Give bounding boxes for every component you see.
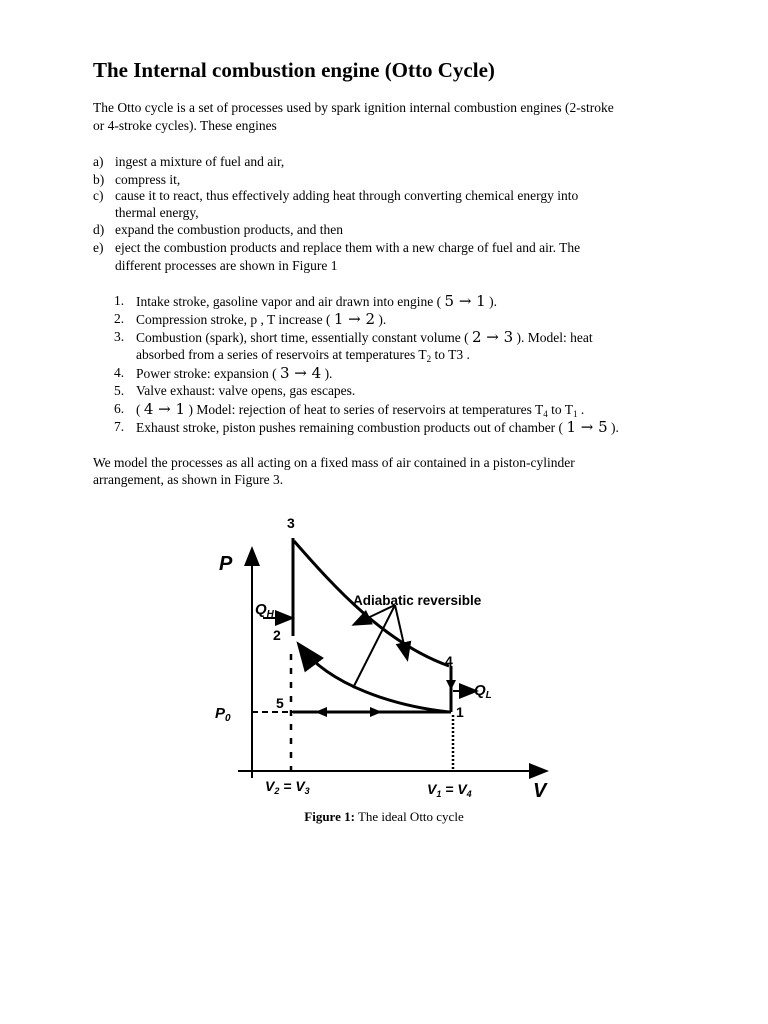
intro-line-1: The Otto cycle is a set of processes used by spark ignition internal combustion engines (2-stroke	[93, 100, 614, 115]
step-3-continued: absorbed from a series of reservoirs at temperatures $T_2$ to T3 .	[136, 347, 470, 364]
step-3: Combustion (spark), short time, essentially constant volume ( 2 → 3 ). Model: heat	[136, 328, 593, 346]
list-item-label: a)	[93, 154, 104, 169]
intro-line-2: or 4-stroke cycles). These engines	[93, 118, 277, 133]
model-paragraph-line-2: arrangement, as shown in Figure 3.	[93, 472, 284, 487]
arrow-down	[446, 680, 456, 690]
list-item-text: thermal energy,	[115, 205, 199, 220]
v-left-label: $V_2 = V_3$	[265, 778, 310, 796]
step-6: ( 4 → 1 ) Model: rejection of heat to series of reservoirs at temperatures $T_4$ to $T_1$ .	[136, 400, 585, 419]
list-item-text: different processes are shown in Figure 1	[115, 258, 338, 273]
axis-p-label: P	[219, 553, 233, 575]
list-item-text: cause it to react, thus effectively adding heat through converting chemical energy into	[115, 188, 579, 203]
list-item-text: eject the combustion products and replace them with a new charge of fuel and air. The	[115, 240, 581, 255]
otto-cycle-figure	[205, 508, 565, 805]
qh-label: $Q_H$	[255, 601, 274, 620]
list-item-label: e)	[93, 240, 104, 255]
list-item-label: c)	[93, 188, 104, 203]
annotation-label: Adiabatic reversible	[353, 593, 482, 608]
list-item-text: ingest a mixture of fuel and air,	[115, 154, 285, 169]
list-item-text: expand the combustion products, and then	[115, 222, 343, 237]
annotation-pointer	[395, 605, 407, 658]
step-number: 1.	[114, 293, 125, 308]
point-2-label: 2	[273, 627, 281, 643]
page-title: The Internal combustion engine (Otto Cycle)	[93, 58, 495, 82]
pv-diagram	[205, 508, 565, 805]
v-right-label: $V_1 = V_4$	[427, 781, 472, 799]
list-item-label: d)	[93, 222, 105, 237]
step-1: Intake stroke, gasoline vapor and air drawn into engine ( 5 → 1 ).	[136, 292, 497, 310]
point-1-label: 1	[456, 704, 464, 720]
step-number: 4.	[114, 365, 125, 380]
list-item-label: b)	[93, 172, 105, 187]
axis-v-label: V	[533, 780, 547, 802]
point-4-label: 4	[445, 653, 453, 669]
point-5-label: 5	[276, 695, 284, 711]
arrow-right	[315, 707, 327, 717]
step-number: 6.	[114, 401, 125, 416]
model-paragraph-line-1: We model the processes as all acting on a fixed mass of air contained in a piston-cylinder	[93, 455, 575, 470]
ql-label: $Q_L$	[474, 682, 492, 701]
step-5: Valve exhaust: valve opens, gas escapes.	[136, 383, 356, 398]
step-number: 5.	[114, 383, 125, 398]
step-number: 3.	[114, 329, 125, 344]
step-2: Compression stroke, p , T increase ( 1 → 2 ).	[136, 310, 387, 328]
step-4: Power stroke: expansion ( 3 → 4 ).	[136, 364, 333, 382]
annotation-pointer	[353, 605, 395, 688]
point-3-label: 3	[287, 515, 295, 531]
figure-caption: Figure 1: The ideal Otto cycle	[304, 809, 464, 824]
step-number: 2.	[114, 311, 125, 326]
step-7: Exhaust stroke, piston pushes remaining combustion products out of chamber ( 1 → 5 ).	[136, 418, 619, 436]
step-number: 7.	[114, 419, 125, 434]
p0-label: $P_0$	[215, 705, 231, 724]
list-item-text: compress it,	[115, 172, 181, 187]
arrow-left	[370, 707, 382, 717]
